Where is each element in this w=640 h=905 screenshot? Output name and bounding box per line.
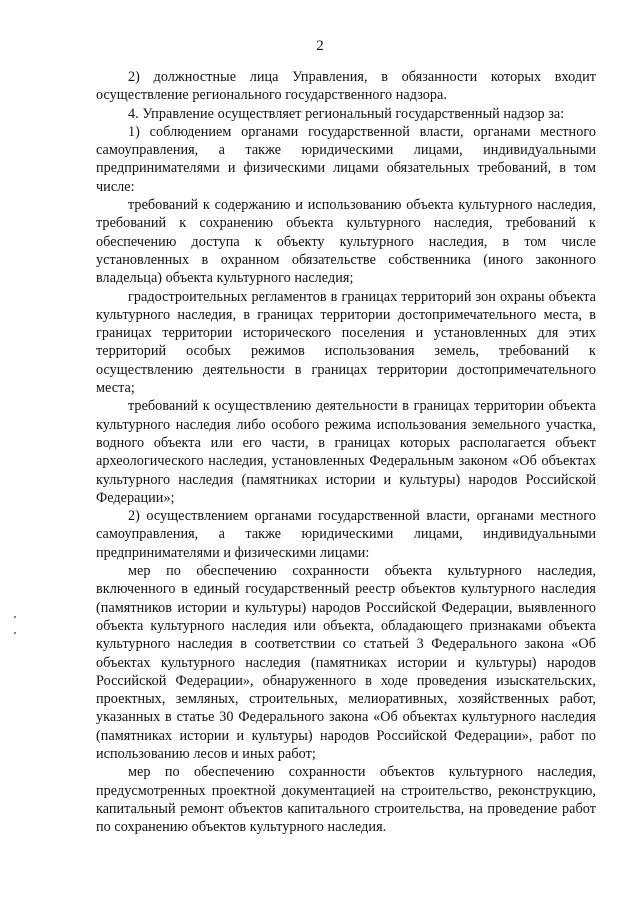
scan-speck (14, 616, 16, 618)
paragraph: 4. Управление осуществляет региональный государственный надзор за: (128, 105, 565, 122)
page-number: 2 (316, 38, 324, 54)
scan-speck (14, 632, 16, 634)
paragraph: 1) соблюдением органами государственной власти, органами местного самоуправления, а также юридическими лицами, индивидуальными предпринимателями и физическими лицами обязательных требований, в том числе: (96, 123, 596, 195)
paragraph: мер по обеспечению сохранности объектов культурного наследия, предусмотренных проектной документацией на строительство, реконструкцию, капитальный ремонт объектов капитального строительства, на проведение работ по сохранению объектов культурного наследия. (96, 764, 596, 836)
paragraph: мер по обеспечению сохранности объекта культурного наследия, включенного в единый государственный реестр объектов культурного наследия (памятников истории и культуры) народов Российской Федерации, выявленного объекта культурного наследия или объекта, обладающего признаками объекта культурного наследия в соответствии со статьей 3 Федерального закона «Об объектах культурного наследия (памятниках истории и культуры) народов Российской Федерации», обнаруженного в ходе проведения изыскательских, проектных, земляных, строительных, мелиоративных, хозяйственных работ, указанных в статье 30 Федерального закона «Об объектах культурного наследия (памятниках истории и культуры) народов Российской Федерации», работ по использованию лесов и иных работ; (96, 563, 596, 762)
document-body (96, 68, 596, 836)
paragraph: требований к осуществлению деятельности в границах территории объекта культурного наследия либо особого режима использования земельного участка, водного объекта или его части, в границах которых располагается объект археологического наследия, установленных Федеральным законом «Об объектах культурного наследия (памятниках истории и культуры) народов Российской Федерации»; (96, 398, 596, 506)
paragraph: 2) осуществлением органами государственной власти, органами местного самоуправления, а также юридическими лицами, индивидуальными предпринимателями и физическими лицами: (96, 508, 596, 561)
paragraph: 2) должностные лица Управления, в обязанности которых входит осуществление регионального государственного надзора. (96, 69, 596, 104)
paragraph: требований к содержанию и использованию объекта культурного наследия, требований к сохранению объекта культурного наследия, требований к обеспечению доступа к объекту культурного наследия, в том числе установленных в охранном обязательстве собственника (иного законного владельца) объекта культурного наследия; (96, 197, 596, 287)
paragraph: градостроительных регламентов в границах территорий зон охраны объекта культурного наследия, в границах территории достопримечательного места, в границах территории исторического поселения и установленных для этих территорий особых режимов использования земель, требований к осуществлению деятельности в границах территории достопримечательного места; (96, 288, 596, 397)
